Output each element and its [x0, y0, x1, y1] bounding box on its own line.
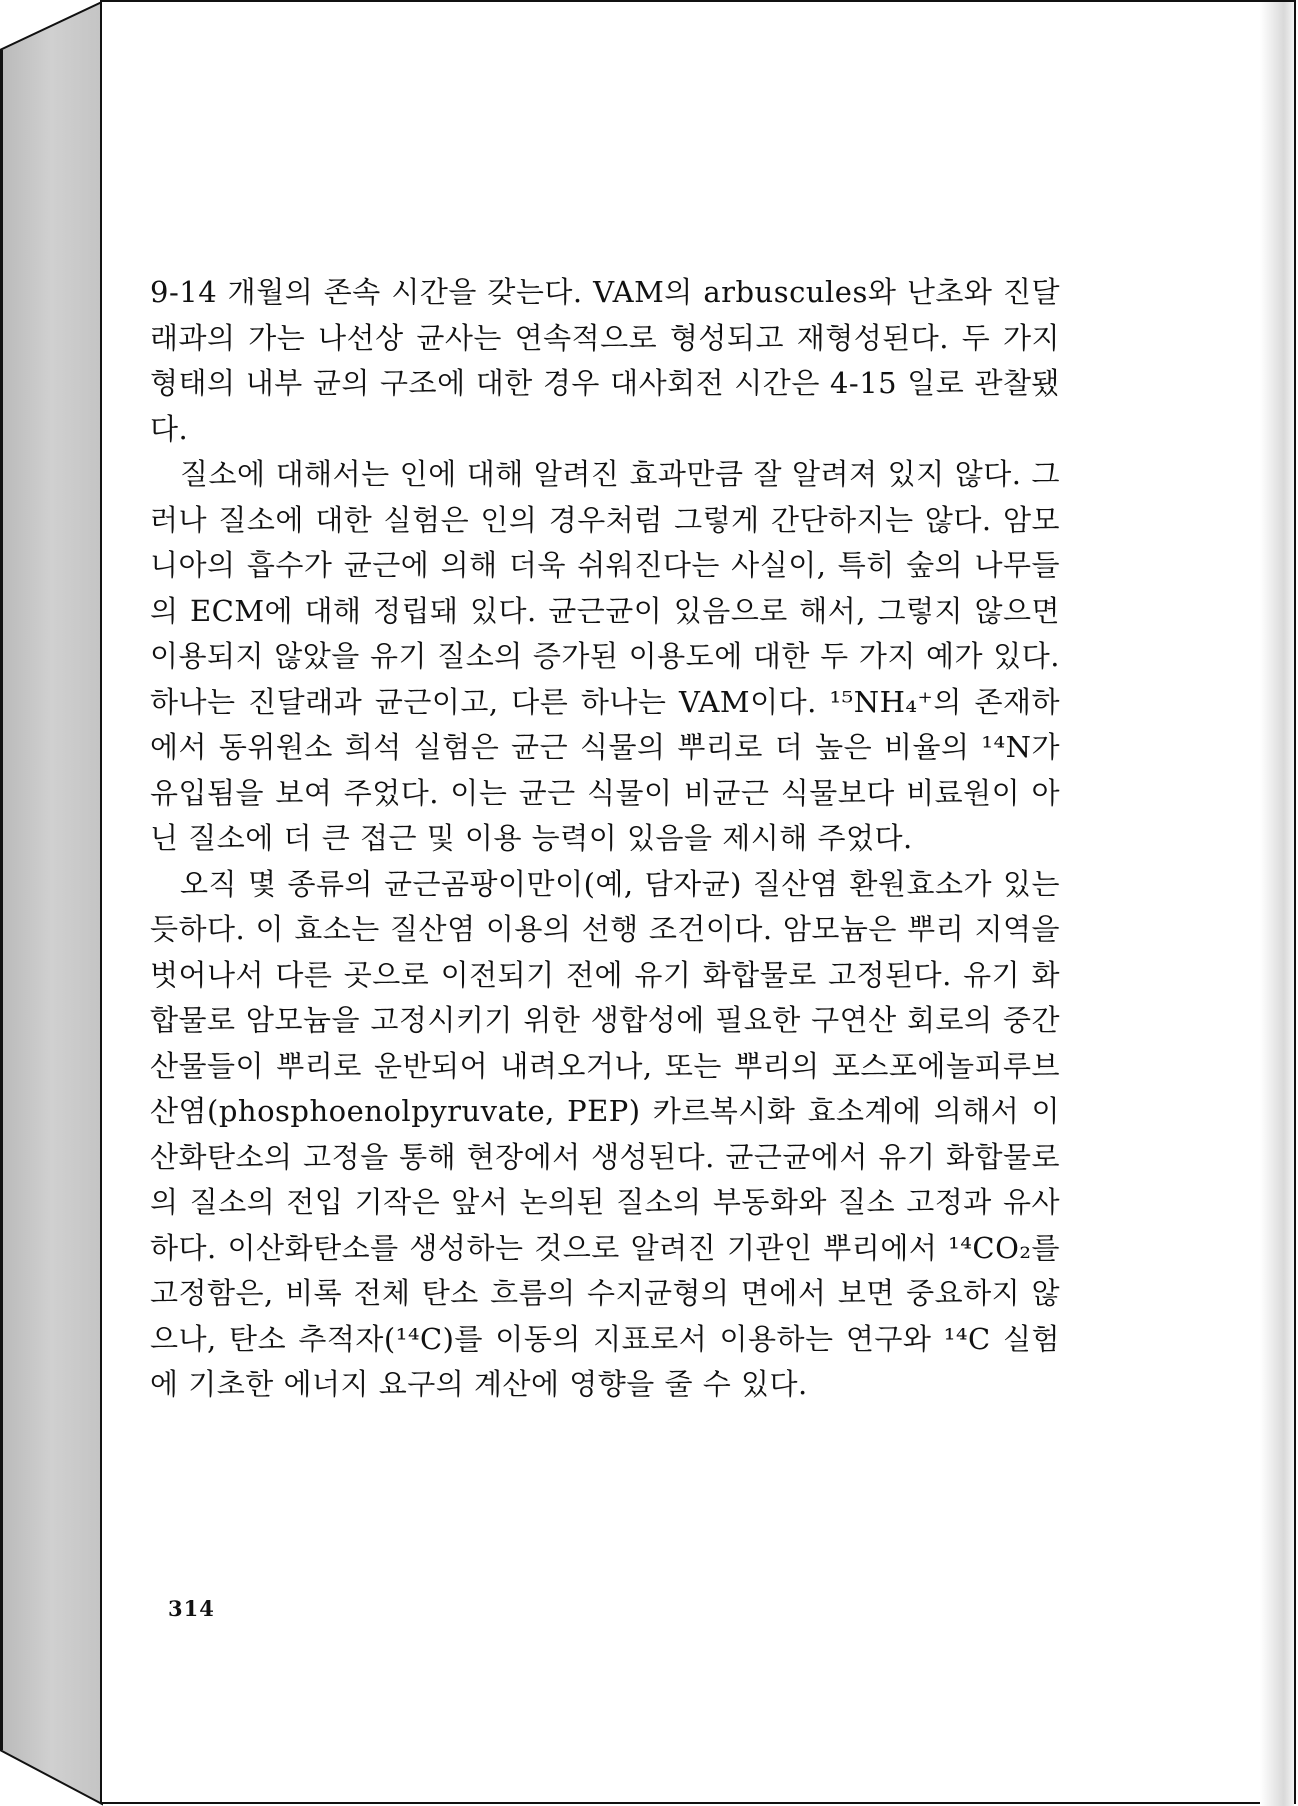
page-edge: [1260, 2, 1294, 1806]
paragraph: 오직 몇 종류의 균근곰팡이만이(예, 담자균) 질산염 환원효소가 있는 듯하다. 이 효소는 질산염 이용의 선행 조건이다. 암모늄은 뿌리 지역을 벗어나서 다른 곳으로 이전되기 전에 유기 화합물로 고정된다. 유기 화합물로 암모늄을 고정시키기 위한 생합성에 필요한 구연산 회로의 중간 산물들이 뿌리로 운반되어 내려오거나, 또는 뿌리의 포스포에놀피루브산염(phosphoenolpyruvate, PEP) 카르복시화 효소계에 의해서 이산화탄소의 고정을 통해 현장에서 생성된다. 균근균에서 유기 화합물로의 질소의 전입 기작은 앞서 논의된 질소의 부동화와 질소 고정과 유사하다. 이산화탄소를 생성하는 것으로 알려진 기관인 뿌리에서 ¹⁴CO₂를 고정함은, 비록 전체 탄소 흐름의 수지균형의 면에서 보면 중요하지 않으나, 탄소 추적자(¹⁴C)를 이동의 지표로서 이용하는 연구와 ¹⁴C 실험에 기초한 에너지 요구의 계산에 영향을 줄 수 있다.: [150, 866, 1060, 1401]
paragraph: 질소에 대해서는 인에 대해 알려진 효과만큼 잘 알려져 있지 않다. 그러나 질소에 대한 실험은 인의 경우처럼 그렇게 간단하지는 않다. 암모니아의 흡수가 균근에 의해 더욱 쉬워진다는 사실이, 특히 숲의 나무들의 ECM에 대해 정립돼 있다. 균근균이 있음으로 해서, 그렇지 않으면 이용되지 않았을 유기 질소의 증가된 이용도에 대한 두 가지 예가 있다. 하나는 진달래과 균근이고, 다른 하나는 VAM이다. ¹⁵NH₄⁺의 존재하에서 동위원소 희석 실험은 균근 식물의 뿌리로 더 높은 비율의 ¹⁴N가 유입됨을 보여 주었다. 이는 균근 식물이 비균근 식물보다 비료원이 아닌 질소에 더 큰 접근 및 이용 능력이 있음을 제시해 주었다.: [150, 457, 1060, 855]
book-spine: [0, 0, 110, 1806]
body-text: [150, 270, 1060, 1408]
page-number: 314: [168, 1596, 215, 1621]
paragraph: 9-14 개월의 존속 시간을 갖는다. VAM의 arbuscules와 난초와 진달래과의 가는 나선상 균사는 연속적으로 형성되고 재형성된다. 두 가지 형태의 내부 균의 구조에 대한 경우 대사회전 시간은 4-15 일로 관찰됐다.: [150, 275, 1060, 446]
